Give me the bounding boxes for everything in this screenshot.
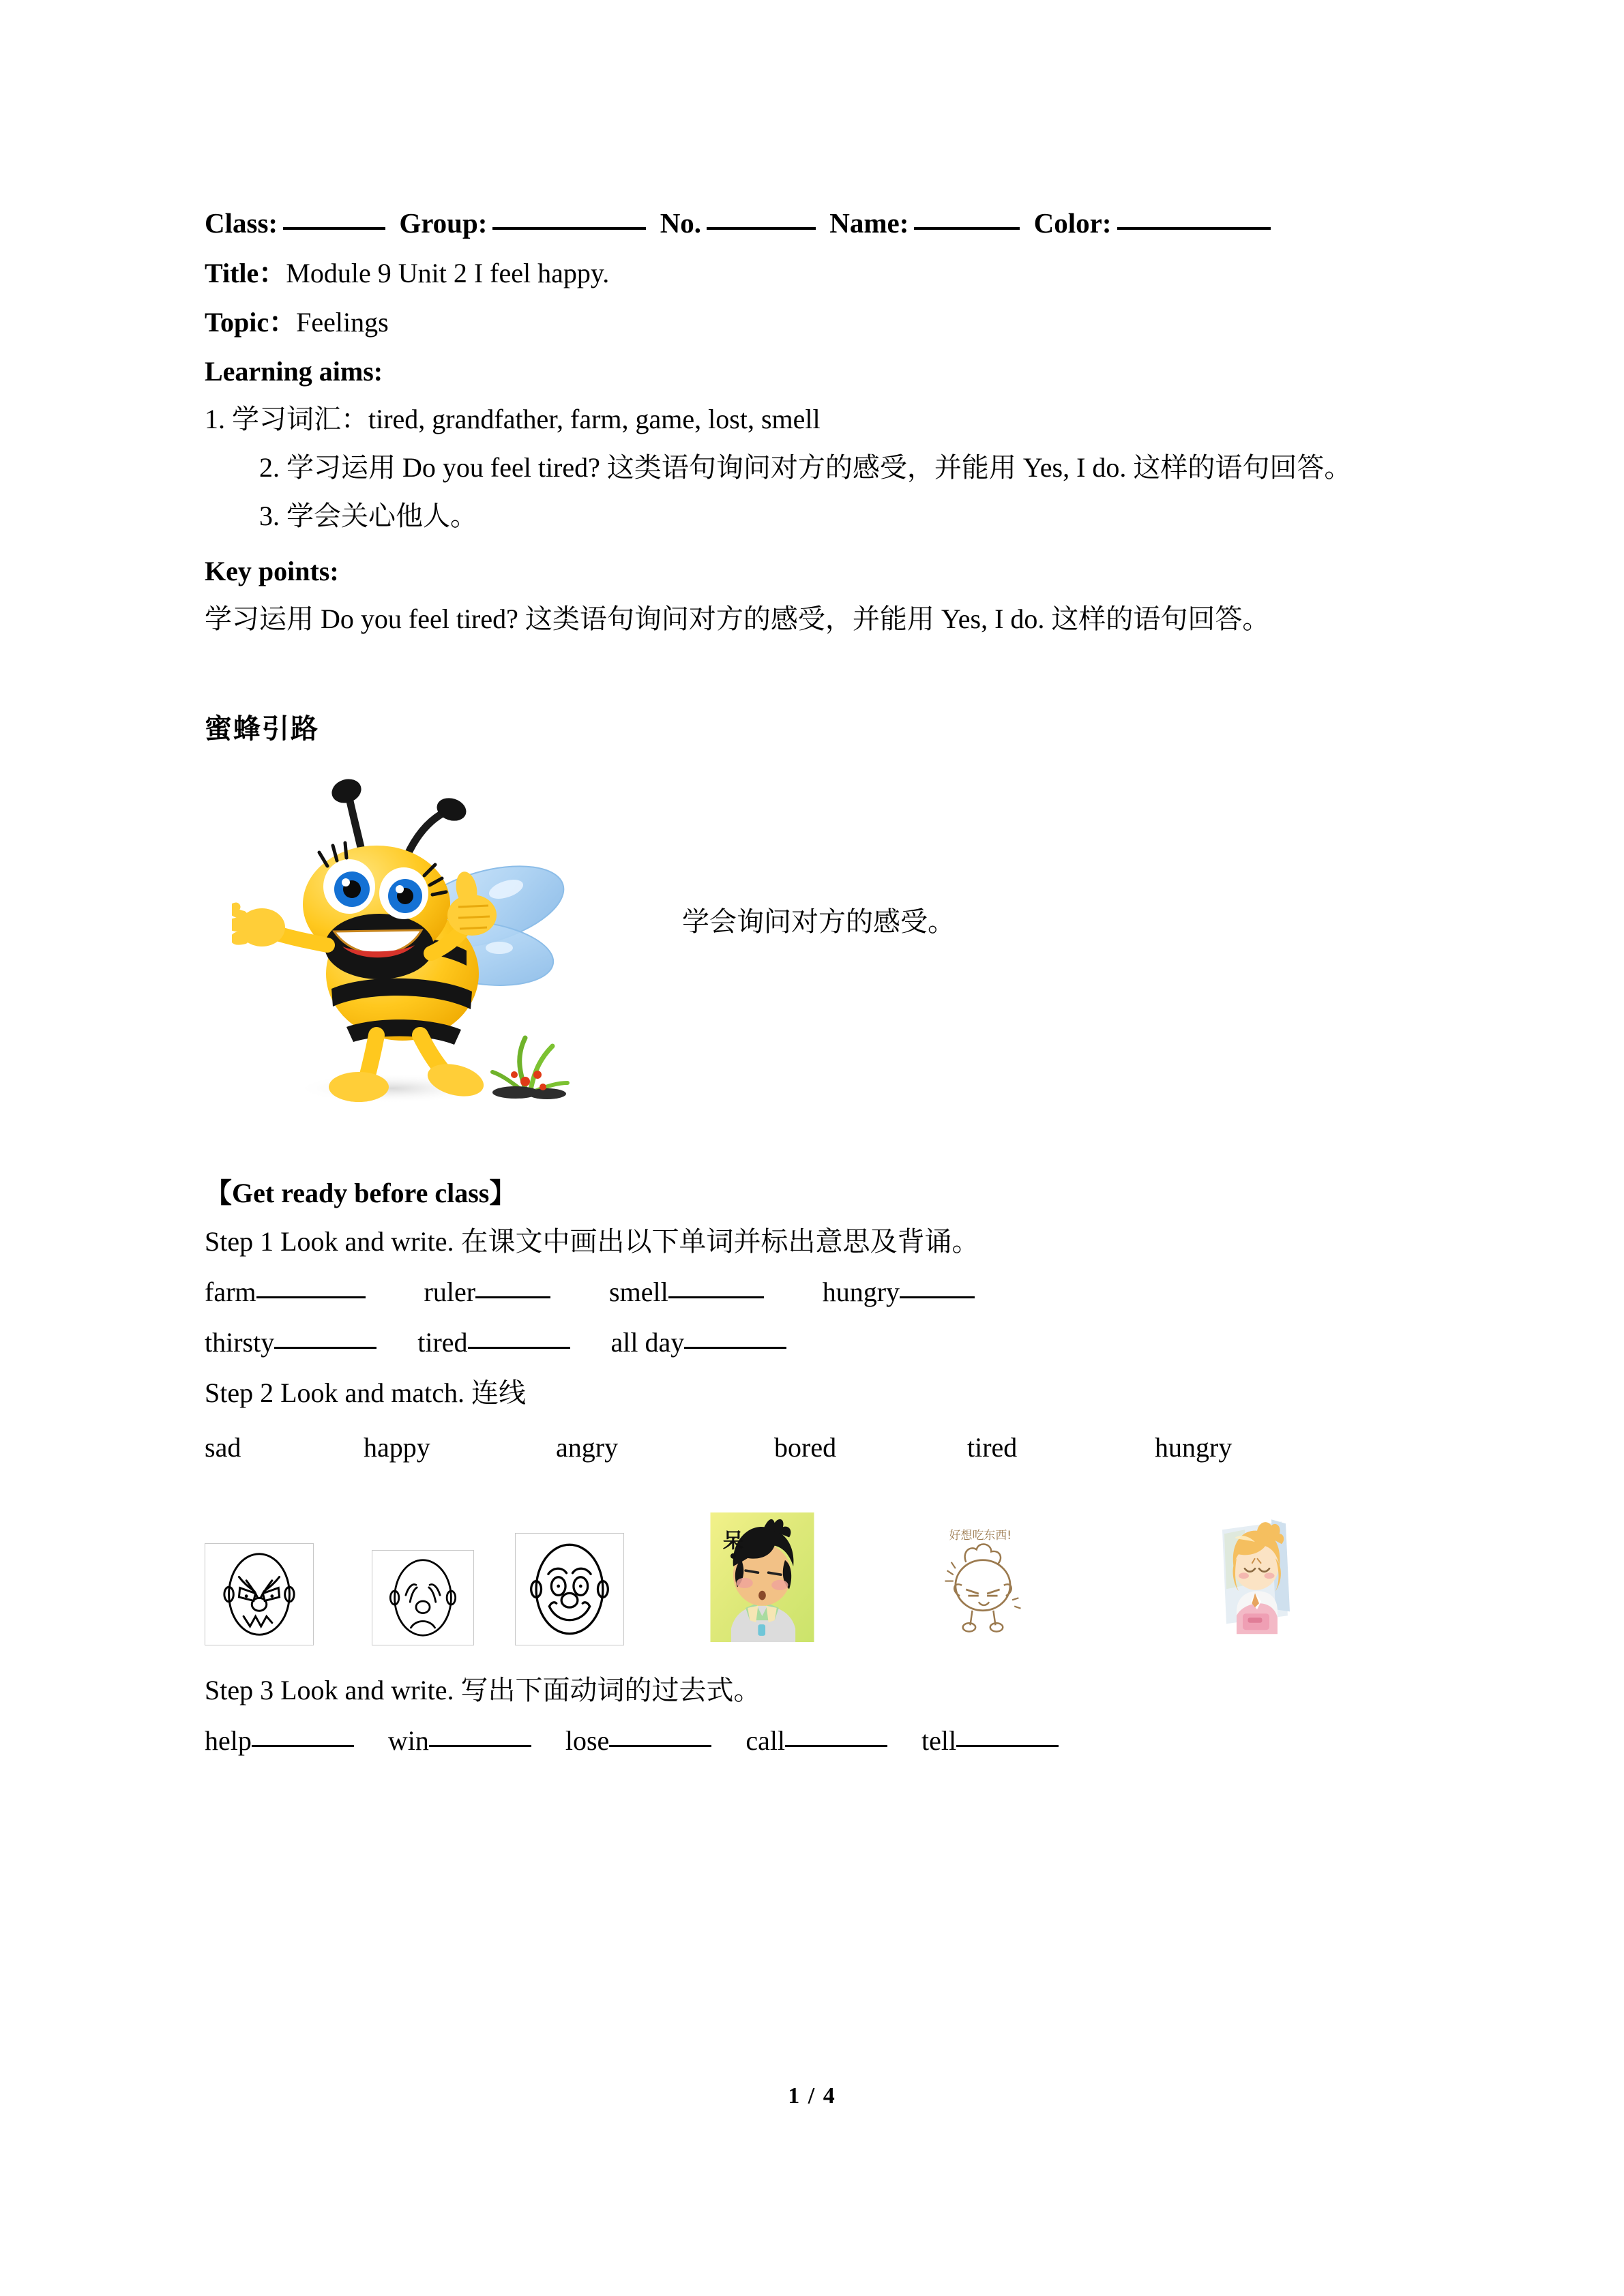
- answer-blank[interactable]: [429, 1745, 531, 1747]
- field-label-group: Group:: [399, 207, 488, 239]
- answer-blank[interactable]: [956, 1745, 1059, 1747]
- answer-blank[interactable]: [256, 1296, 366, 1298]
- blank-item: [823, 1272, 975, 1313]
- svg-text:呆: 呆: [722, 1529, 744, 1553]
- field-blank-no[interactable]: [707, 227, 816, 230]
- learning-aim-3: 3. 学会关心他人。: [259, 500, 477, 531]
- blank-item: [921, 1720, 1059, 1761]
- blank-item: [611, 1322, 787, 1363]
- field-blank-class[interactable]: [283, 227, 385, 230]
- step3-label: Step 3 Look and write.: [205, 1674, 454, 1705]
- feeling-word-sad[interactable]: sad: [205, 1431, 241, 1463]
- answer-blank[interactable]: [900, 1296, 975, 1298]
- title-label: Title：: [205, 258, 286, 289]
- step1-chinese: 在课文中画出以下单词并标出意思及背诵。: [460, 1225, 979, 1257]
- field-label-class: Class:: [205, 207, 278, 239]
- answer-blank[interactable]: [252, 1745, 354, 1747]
- bee-caption: 学会询问对方的感受。: [682, 906, 955, 937]
- bee-illustration: [232, 749, 573, 1110]
- step2-word-row: [205, 1431, 1460, 1472]
- step3-chinese: 写出下面动词的过去式。: [460, 1674, 761, 1705]
- face-frame: [205, 1543, 314, 1645]
- learning-aim-1: 1. 学习词汇：tired, grandfather, farm, game, lost, smell: [205, 404, 821, 435]
- field-label-name: Name:: [829, 207, 909, 239]
- bee-section-heading: 蜜蜂引路: [205, 713, 319, 744]
- step2-label: Step 2 Look and match.: [205, 1377, 465, 1408]
- blank-item: [424, 1272, 551, 1313]
- vocab-word: help: [205, 1725, 252, 1756]
- vocab-word: tell: [921, 1725, 957, 1756]
- vocab-word: ruler: [424, 1276, 476, 1307]
- step3-verbs-row: [205, 1720, 1460, 1761]
- step2-image-row: [205, 1489, 1460, 1645]
- blank-item: [205, 1322, 377, 1363]
- key-points-heading: Key points:: [205, 555, 339, 586]
- page-footer: 1 / 4: [788, 2083, 836, 2108]
- feeling-word-hungry[interactable]: hungry: [1155, 1431, 1232, 1463]
- vocab-word: lose: [565, 1725, 610, 1756]
- step2-instruction: [205, 1373, 1460, 1414]
- tired-sketch-photo[interactable]: [924, 1516, 1044, 1645]
- topic-line: [205, 302, 1460, 343]
- title-value: Module 9 Unit 2 I feel happy.: [286, 258, 610, 289]
- blank-item: [417, 1322, 570, 1363]
- field-blank-name[interactable]: [914, 227, 1020, 230]
- page-content: [205, 205, 1460, 1771]
- learning-aim-2: 2. 学习运用 Do you feel tired? 这类语句询问对方的感受，并能用 Yes, I do. 这样的语句回答。: [259, 452, 1352, 483]
- step1-words-row-2: [205, 1322, 1460, 1363]
- answer-blank[interactable]: [468, 1347, 570, 1349]
- blank-item: [745, 1720, 887, 1761]
- blank-item: [205, 1272, 366, 1313]
- vocab-word: thirsty: [205, 1326, 275, 1358]
- happy-face-drawing[interactable]: [515, 1533, 624, 1645]
- step1-words-row-1: [205, 1272, 1460, 1313]
- bored-boy-photo[interactable]: [709, 1512, 815, 1645]
- svg-text:好想吃东西!: 好想吃东西!: [949, 1527, 1012, 1542]
- learning-aims-heading: Learning aims:: [205, 356, 383, 387]
- step1-instruction: [205, 1221, 1460, 1262]
- field-blank-color[interactable]: [1117, 227, 1271, 230]
- vocab-word: call: [745, 1725, 786, 1756]
- face-frame: [372, 1550, 474, 1645]
- field-label-color: Color:: [1033, 207, 1112, 239]
- vocab-word: all day: [610, 1326, 685, 1358]
- sad-face-drawing[interactable]: [372, 1550, 474, 1645]
- blank-item: [565, 1720, 711, 1761]
- vocab-word: hungry: [822, 1276, 900, 1307]
- step1-label: Step 1 Look and write.: [205, 1225, 454, 1257]
- answer-blank[interactable]: [785, 1745, 887, 1747]
- vocab-word: smell: [609, 1276, 668, 1307]
- blank-item: [388, 1720, 531, 1761]
- vocab-word: farm: [205, 1276, 256, 1307]
- feeling-word-bored[interactable]: bored: [774, 1431, 837, 1463]
- answer-blank[interactable]: [684, 1347, 786, 1349]
- topic-value: Feelings: [296, 307, 389, 338]
- answer-blank[interactable]: [475, 1296, 550, 1298]
- angry-face-drawing[interactable]: [205, 1543, 314, 1645]
- face-frame: [515, 1533, 624, 1645]
- feeling-word-angry[interactable]: angry: [556, 1431, 619, 1463]
- title-line: [205, 253, 1460, 294]
- answer-blank[interactable]: [274, 1347, 377, 1349]
- student-info-row: [205, 205, 1460, 242]
- blank-item: [205, 1720, 354, 1761]
- step2-chinese: 连线: [471, 1377, 527, 1408]
- topic-label: Topic：: [205, 307, 297, 338]
- answer-blank[interactable]: [668, 1296, 764, 1298]
- bee-section-row: [205, 749, 1460, 1131]
- answer-blank[interactable]: [609, 1745, 711, 1747]
- feeling-word-tired[interactable]: tired: [967, 1431, 1018, 1463]
- vocab-word: tired: [417, 1326, 468, 1358]
- vocab-word: win: [387, 1725, 429, 1756]
- get-ready-section-title: 【Get ready before class】: [205, 1177, 517, 1208]
- hungry-girl-photo[interactable]: [1214, 1512, 1296, 1645]
- field-blank-group[interactable]: [492, 227, 646, 230]
- blank-item: [609, 1272, 764, 1313]
- field-label-no: No.: [660, 207, 702, 239]
- key-points-text: 学习运用 Do you feel tired? 这类语句询问对方的感受，并能用 Yes, I do. 这样的语句回答。: [205, 603, 1270, 634]
- step3-instruction: [205, 1670, 1460, 1711]
- feeling-word-happy[interactable]: happy: [364, 1431, 430, 1463]
